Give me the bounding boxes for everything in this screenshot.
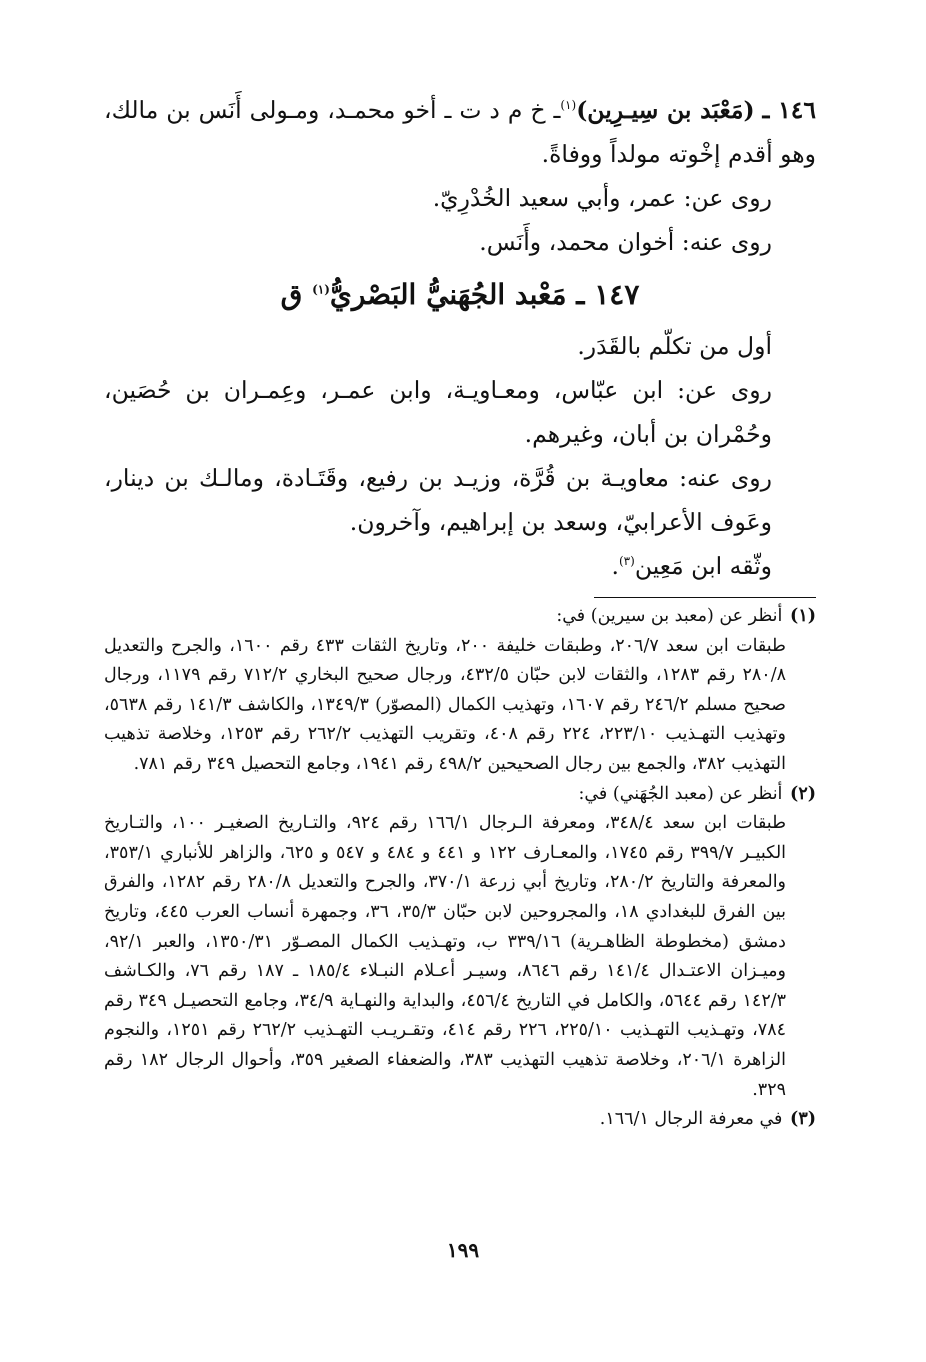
footnote-1-body: طبقات ابن سعد ٢٠٦/٧، وطبقات خليفة ٢٠٠، وتاريخ الثقات ٤٣٣ رقم ١٦٠٠، والجرح والتعديل ٢٨٠/٨ رقم ١٢٨٣، والثقات لابن حبّان ٤٣٢/٥، ورجال صحيح البخاري ٧١٢/٢ رقم ١١٧٩، ورجال صحيح مسلم ٢٤٦/٢ رقم ١٦٠٧، وتهذيب الكمال (المصوّر) ١٣٤٩/٣، والكاشف ١٤١/٣ رقم ٥٦٣٨، وتهذيب التهـذيب ٢٢٣/١٠، ٢٢٤ رقم ٤٠٨، وتقريب التهذيب ٢٦٢/٢ رقم ١٢٥٣، وخلاصة تذهيب التهذيب ٣٨٢، والجمع بين رجال الصحيحين ٤٩٨/٢ رقم ١٩٤١، وجامع التحصيل ٣٤٩ رقم ٧٨١. [104,635,787,774]
footnote-2 [104,780,816,1106]
footnote-2-body: طبقات ابن سعد ٣٤٨/٤، ومعرفة الـرجال ١٦٦/١ رقم ٩٢٤، والتـاريخ الصغيـر ١٠٠، والتـاريخ الكبيـر ٣٩٩/٧ رقم ١٧٤٥، والمعـارف ١٢٢ و ٤٤١ و ٤٨٤ و ٥٤٧ و ٦٢٥، والزاهر للأنباري ٣٥٣/١، والمعرفة والتاريخ ٢٨٠/٢، وتاريخ أبي زرعة ٣٧٠/١، والجرح والتعديل ٢٨٠/٨ رقم ١٢٨٢، والفرق بين الفرق للبغدادي ١٨، والمجروحين لابن حبّان ٣٥/٣، ٣٦، وجمهرة أنساب العرب ٤٤٥، وتاريخ دمشق (مخطوطة الظاهـرية) ٣٣٩/١٦ ب، وتهـذيب الكمال المصـوّر ١٣٥٠/٣١، والعبر ٩٢/١، وميـزان الاعتـدال ١٤١/٤ رقم ٨٦٤٦، وسيـر أعـلام النبـلاء ١٨٥/٤ ـ ١٨٧ رقم ٧٦، والكـاشف ١٤٢/٣ رقم ٥٦٤٤، والكامل في التاريخ ٤٥٦/٤، والبداية والنهـاية ٣٤/٩، وجامع التحصيـل ٣٤٩ رقم ٧٨٤، وتهـذيب التهـذيب ٢٢٥/١٠، ٢٢٦ رقم ٤١٤، وتقـريـب التهـذيب ٢٦٢/٢ رقم ١٢٥١، والنجوم الزاهرة ٢٠٦/١، وخلاصة تذهيب التهذيب ٣٨٣، والضعفاء الصغير ٣٥٩، وأحوال الرجال ١٨٢ رقم ٣٢٩. [104,813,787,1100]
entry-147-trusted-text: وثّقه ابن مَعِين [634,552,772,580]
page-number: ١٩٩ [446,1238,480,1262]
entry-146-description: ـ خ م د ت ـ أخو محمـد، ومـولى أَنَس بن مالك، وهو أقدم إخْوته مولداً ووفاةً. [104,96,816,168]
footnote-ref-3: (٣) [618,554,635,569]
entry-147-title: ١٤٧ ـ مَعْبد الجُهَنيُّ البَصْريُّ [329,278,640,311]
entry-147-narrated-by: روى عنه: معاويـة بن قُرَّة، وزيـد بن رفيع، وقَتَـادة، ومالـك بن دينار، وعَوف الأعرابيّ، وسعد بن إبراهيم، وآخرون. [104,464,773,536]
footnote-2-marker: (٢) [790,783,816,804]
footnote-1-marker: (١) [790,606,816,626]
main-text [104,88,816,588]
entry-147-trusted [104,544,816,588]
footnote-1-head: أنظر عن (معبد بن سيرين) في: [556,606,783,626]
entry-147-trusted-end: . [611,552,619,580]
entry-147-heading [104,266,816,324]
footnote-separator [594,597,816,598]
entry-147-narrated-from: روى عن: ابن عبّاس، ومعـاويـة، وابن عمـر، وعِمـران بن حُصَين، وحُمْران بن أبان، وغيرهم. [104,376,772,448]
footnotes [104,602,816,1135]
entry-146-number: ١٤٦ ـ [762,96,816,124]
footnote-ref-2: (١) [312,282,330,297]
footnote-3-marker: (٣) [790,1109,816,1130]
entry-146-narrated-from: روى عن: عمر، وأبي سعيد الخُدْرِيّ. [432,184,772,212]
footnote-ref-1: (١) [560,98,577,113]
entry-146-name: (مَعْبَد بن سِيـرِين) [576,96,755,124]
entry-147-code: ق [280,278,303,311]
footnote-3-head: في معرفة الرجال ١٦٦/١. [599,1109,783,1130]
footnote-2-head: أنظر عن (معبد الجُهَني) في: [578,783,783,804]
entry-146-narrated-by: روى عنه: أخوان محمد، وأَنَس. [479,228,772,256]
footnote-1 [104,602,816,780]
entry-147-description: أول من تكلّم بالقَدَر. [577,332,772,360]
footnote-3 [104,1105,816,1135]
entry-146-intro [104,88,816,176]
